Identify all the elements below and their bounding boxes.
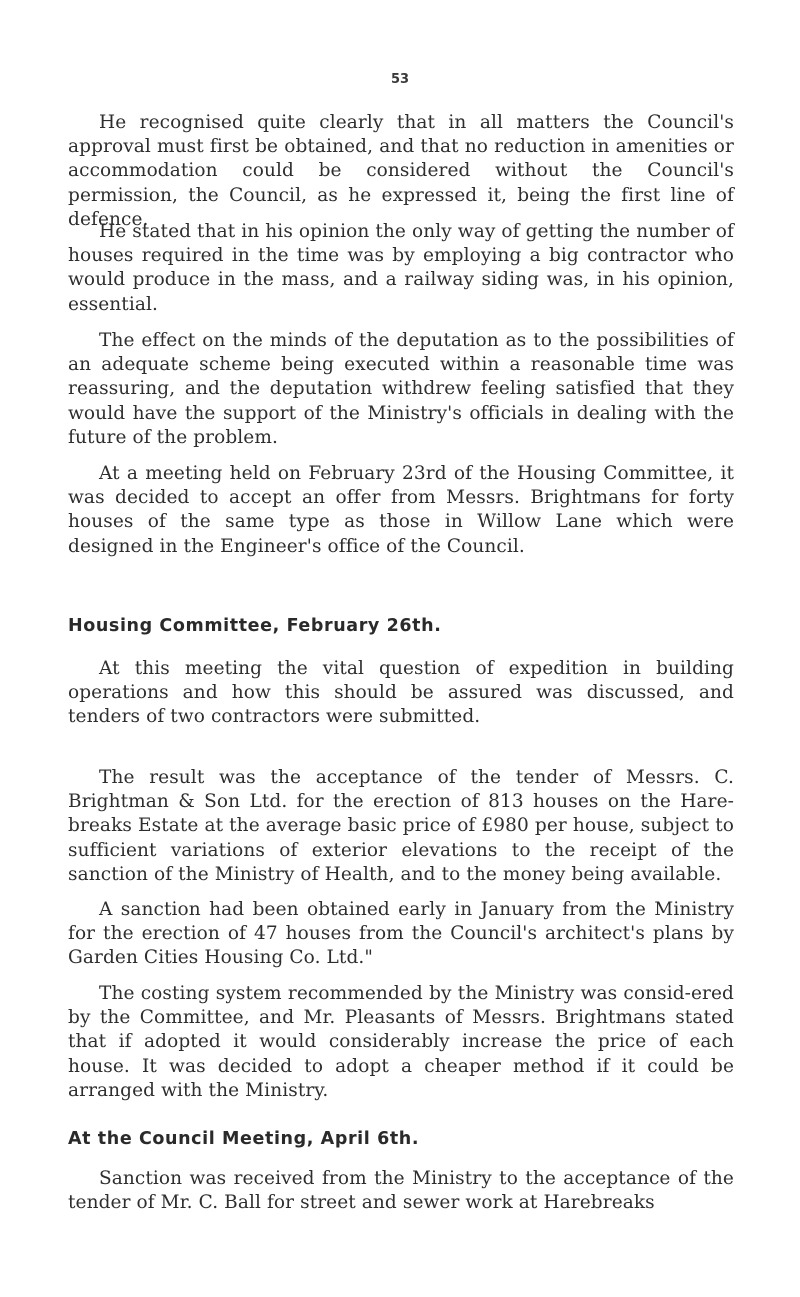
paragraph-street-sewer-sanction: Sanction was received from the Ministry to the acceptance of the tender of Mr. C. Ball for street and sewer work at Harebreaks (68, 1168, 734, 1214)
heading-council-meeting: At the Council Meeting, April 6th. (68, 1129, 420, 1149)
paragraph-expedition-question: At this meeting the vital question of expedition in building operations and how this should be assured was discussed, and tenders of two contractors were submitted. (68, 658, 734, 728)
paragraph-january-sanction: A sanction had been obtained early in January from the Ministry for the erection of 47 houses from the Council's architect's plans by Garden Cities Housing Co. Ltd." (68, 899, 734, 969)
page-number: 53 (390, 72, 410, 87)
heading-housing-committee: Housing Committee, February 26th. (68, 616, 442, 636)
paragraph-costing-system: The costing system recommended by the Ministry was consid-ered by the Committee, and Mr. Pleasants of Messrs. Brightmans stated that if adopted it would considerably increase the price of each house. It was decided to adopt a cheaper method if it could be arranged with the Ministry. (68, 983, 734, 1101)
paragraph-deputation-effect: The effect on the minds of the deputation as to the possibilities of an adequate scheme being executed within a reasonable time was reassuring, and the deputation withdrew feeling satisfied that they would have the support of the Ministry's officials in dealing with the future of the problem. (68, 330, 734, 448)
paragraph-february-23rd-meeting: At a meeting held on February 23rd of the Housing Committee, it was decided to accept an offer from Messrs. Brightmans for forty houses of the same type as those in Willow Lane which were designed in the Engineer's office of the Council. (68, 463, 734, 557)
paragraph-council-approval: He recognised quite clearly that in all matters the Council's approval must first be obtained, and that no reduction in amenities or accommodation could be considered without the Council's permission, the Council, as he expressed it, being the first line of defence. (68, 112, 734, 230)
paragraph-big-contractor: He stated that in his opinion the only way of getting the number of houses required in the time was by employing a big contractor who would produce in the mass, and a railway siding was, in his opinion, essential. (68, 221, 734, 315)
paragraph-tender-acceptance: The result was the acceptance of the tender of Messrs. C. Brightman & Son Ltd. for the erection of 813 houses on the Hare-breaks Estate at the average basic price of £980 per house, subject to sufficient variations of exterior elevations to the receipt of the sanction of the Ministry of Health, and to the money being available. (68, 767, 734, 885)
